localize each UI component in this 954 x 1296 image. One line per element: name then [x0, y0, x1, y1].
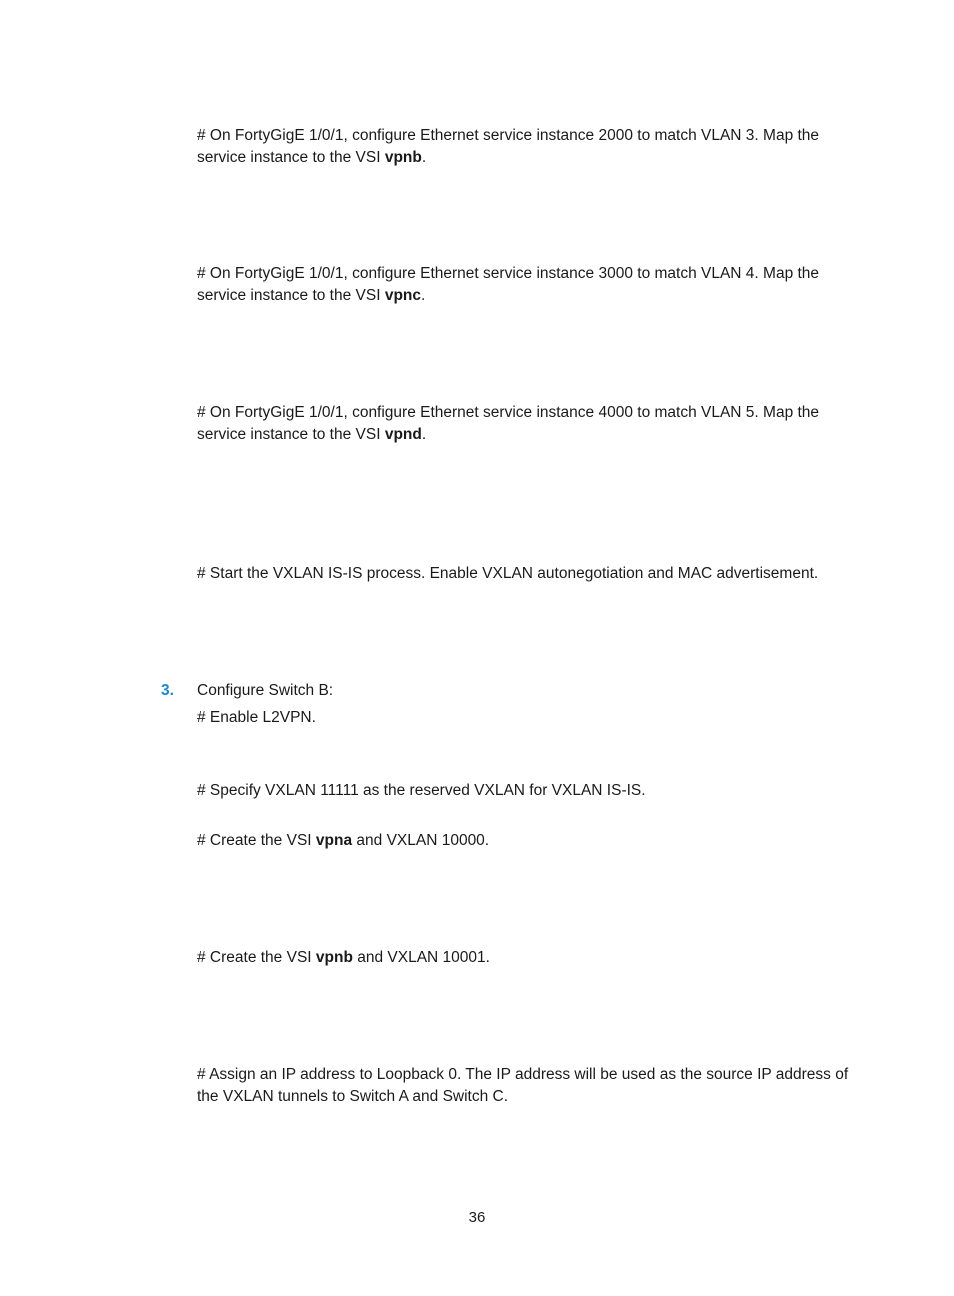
step-title: Configure Switch B: — [197, 682, 334, 699]
paragraph-map-vpnb — [197, 125, 869, 168]
paragraph-start-isis: # Start the VXLAN IS-IS process. Enable VXLAN autonegotiation and MAC advertisement. — [197, 565, 819, 582]
text: . — [421, 148, 427, 166]
paragraph-map-vpnc — [197, 263, 869, 306]
text: . — [421, 286, 426, 304]
text: # Create the VSI — [197, 949, 316, 966]
paragraph-create-vpnb — [197, 947, 869, 969]
text: # On FortyGigE 1/0/1, configure Ethernet service instance 4000 to match VLAN 5. Map the service instance to the VSI — [197, 404, 820, 443]
vsi-name: vpna — [315, 832, 353, 849]
page-number: 36 — [468, 1209, 486, 1226]
text: # On FortyGigE 1/0/1, configure Ethernet service instance 2000 to match VLAN 3. Map the service instance to the VSI — [197, 127, 820, 166]
vsi-name: vpnd — [384, 425, 422, 443]
text: and VXLAN 10001. — [352, 949, 490, 966]
vsi-name: vpnb — [315, 949, 353, 966]
text: . — [421, 425, 427, 443]
paragraph-enable-l2vpn: # Enable L2VPN. — [197, 709, 316, 726]
text: # On FortyGigE 1/0/1, configure Ethernet service instance 3000 to match VLAN 4. Map the service instance to the VSI — [197, 265, 820, 304]
vsi-name: vpnb — [384, 148, 422, 166]
paragraph-map-vpnd — [197, 402, 869, 445]
text: # Create the VSI — [197, 832, 316, 849]
paragraph-reserved-vxlan: # Specify VXLAN 11111 as the reserved VXLAN for VXLAN IS-IS. — [197, 782, 646, 799]
paragraph-create-vpna — [197, 830, 869, 852]
text: and VXLAN 10000. — [352, 832, 490, 849]
paragraph-loopback: # Assign an IP address to Loopback 0. The IP address will be used as the source IP address of the VXLAN tunnels to Switch A and Switch C. — [197, 1066, 849, 1105]
vsi-name: vpnc — [384, 286, 422, 304]
step-number: 3. — [161, 682, 174, 699]
